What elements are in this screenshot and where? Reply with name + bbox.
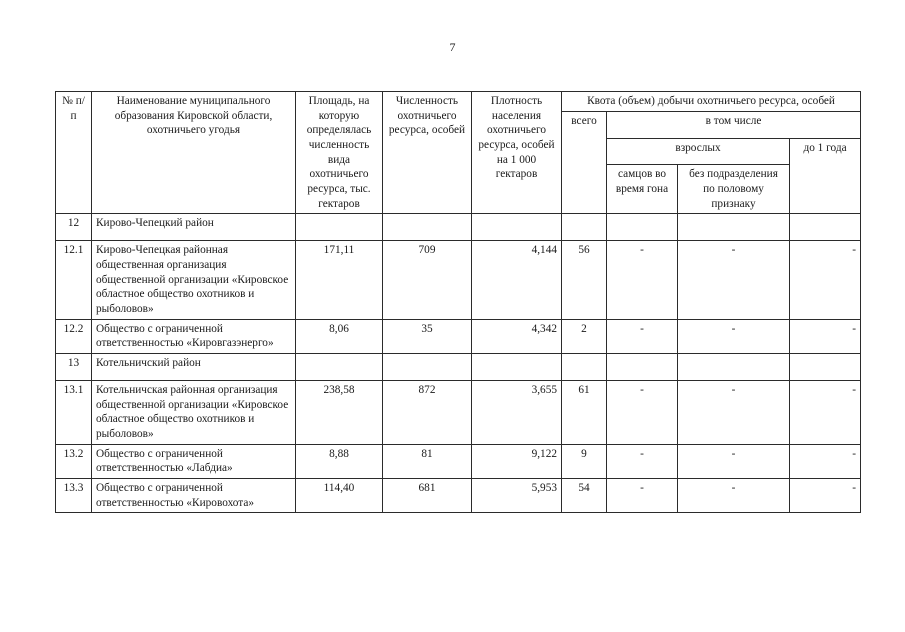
- cell-males: [607, 214, 678, 241]
- table-row: [56, 381, 861, 445]
- cell-total: 2: [562, 319, 607, 353]
- cell-nosex: [678, 354, 790, 381]
- cell-total: [562, 354, 607, 381]
- cell-density: [472, 214, 562, 241]
- header-no-sex: без подразделения по половому признаку: [678, 165, 790, 214]
- header-name: Наименование муниципального образования Кировской области, охотничьего угодья: [92, 92, 296, 214]
- header-num: № п/п: [56, 92, 92, 214]
- cell-density: [472, 354, 562, 381]
- cell-area: [296, 354, 383, 381]
- cell-young: [790, 214, 861, 241]
- cell-name: Общество с ограниченной ответственностью «Кировохота»: [92, 479, 296, 513]
- cell-name: Кирово-Чепецкий район: [92, 214, 296, 241]
- cell-total: [562, 214, 607, 241]
- cell-young: -: [790, 444, 861, 478]
- cell-num: 13.3: [56, 479, 92, 513]
- cell-count: 681: [383, 479, 472, 513]
- header-area: Площадь, на которую определялась численность вида охотничьего ресурса, тыс. гектаров: [296, 92, 383, 214]
- cell-area: 238,58: [296, 381, 383, 445]
- cell-density: 4,342: [472, 319, 562, 353]
- cell-young: -: [790, 479, 861, 513]
- header-males-rut: самцов во время гона: [607, 165, 678, 214]
- cell-males: -: [607, 381, 678, 445]
- cell-density: 9,122: [472, 444, 562, 478]
- cell-nosex: -: [678, 319, 790, 353]
- cell-total: 54: [562, 479, 607, 513]
- cell-count: 872: [383, 381, 472, 445]
- cell-num: 13.2: [56, 444, 92, 478]
- cell-area: 8,06: [296, 319, 383, 353]
- table-row: [56, 479, 861, 513]
- header-including: в том числе: [607, 111, 861, 138]
- cell-nosex: -: [678, 444, 790, 478]
- cell-num: 13: [56, 354, 92, 381]
- cell-name: Общество с ограниченной ответственностью «Лабдиа»: [92, 444, 296, 478]
- quota-table: [55, 91, 861, 513]
- page-number: 7: [449, 40, 456, 54]
- cell-count: 709: [383, 241, 472, 319]
- section-row: [56, 354, 861, 381]
- cell-name: Кирово-Чепецкая районная общественная организация общественной организации «Кировское областное общество охотников и рыболовов»: [92, 241, 296, 319]
- cell-nosex: -: [678, 241, 790, 319]
- cell-density: 4,144: [472, 241, 562, 319]
- header-quota: Квота (объем) добычи охотничьего ресурса, особей: [562, 92, 861, 112]
- header-adults: взрослых: [607, 138, 790, 165]
- header-density: Плотность населения охотничьего ресурса, особей на 1 000 гектаров: [472, 92, 562, 214]
- cell-total: 61: [562, 381, 607, 445]
- table-row: [56, 319, 861, 353]
- cell-males: -: [607, 241, 678, 319]
- cell-density: 5,953: [472, 479, 562, 513]
- cell-nosex: -: [678, 479, 790, 513]
- cell-area: 114,40: [296, 479, 383, 513]
- cell-name: Котельничская районная организация общественной организации «Кировское областное общество охотников и рыболовов»: [92, 381, 296, 445]
- cell-males: -: [607, 479, 678, 513]
- table-row: [56, 444, 861, 478]
- cell-males: -: [607, 444, 678, 478]
- header-under-one: до 1 года: [790, 138, 861, 214]
- cell-name: Котельничский район: [92, 354, 296, 381]
- cell-name: Общество с ограниченной ответственностью «Кировгазэнерго»: [92, 319, 296, 353]
- cell-area: [296, 214, 383, 241]
- cell-density: 3,655: [472, 381, 562, 445]
- cell-total: 56: [562, 241, 607, 319]
- cell-nosex: -: [678, 381, 790, 445]
- cell-young: -: [790, 241, 861, 319]
- cell-total: 9: [562, 444, 607, 478]
- cell-males: [607, 354, 678, 381]
- cell-count: [383, 214, 472, 241]
- cell-nosex: [678, 214, 790, 241]
- header-total: всего: [562, 111, 607, 214]
- cell-count: 81: [383, 444, 472, 478]
- table-row: [56, 241, 861, 319]
- cell-area: 8,88: [296, 444, 383, 478]
- cell-young: -: [790, 381, 861, 445]
- cell-area: 171,11: [296, 241, 383, 319]
- header-count: Численность охотничьего ресурса, особей: [383, 92, 472, 214]
- cell-count: [383, 354, 472, 381]
- header-row-1: [56, 92, 861, 112]
- cell-num: 12: [56, 214, 92, 241]
- cell-count: 35: [383, 319, 472, 353]
- cell-young: [790, 354, 861, 381]
- cell-num: 12.2: [56, 319, 92, 353]
- cell-males: -: [607, 319, 678, 353]
- cell-num: 12.1: [56, 241, 92, 319]
- cell-young: -: [790, 319, 861, 353]
- cell-num: 13.1: [56, 381, 92, 445]
- section-row: [56, 214, 861, 241]
